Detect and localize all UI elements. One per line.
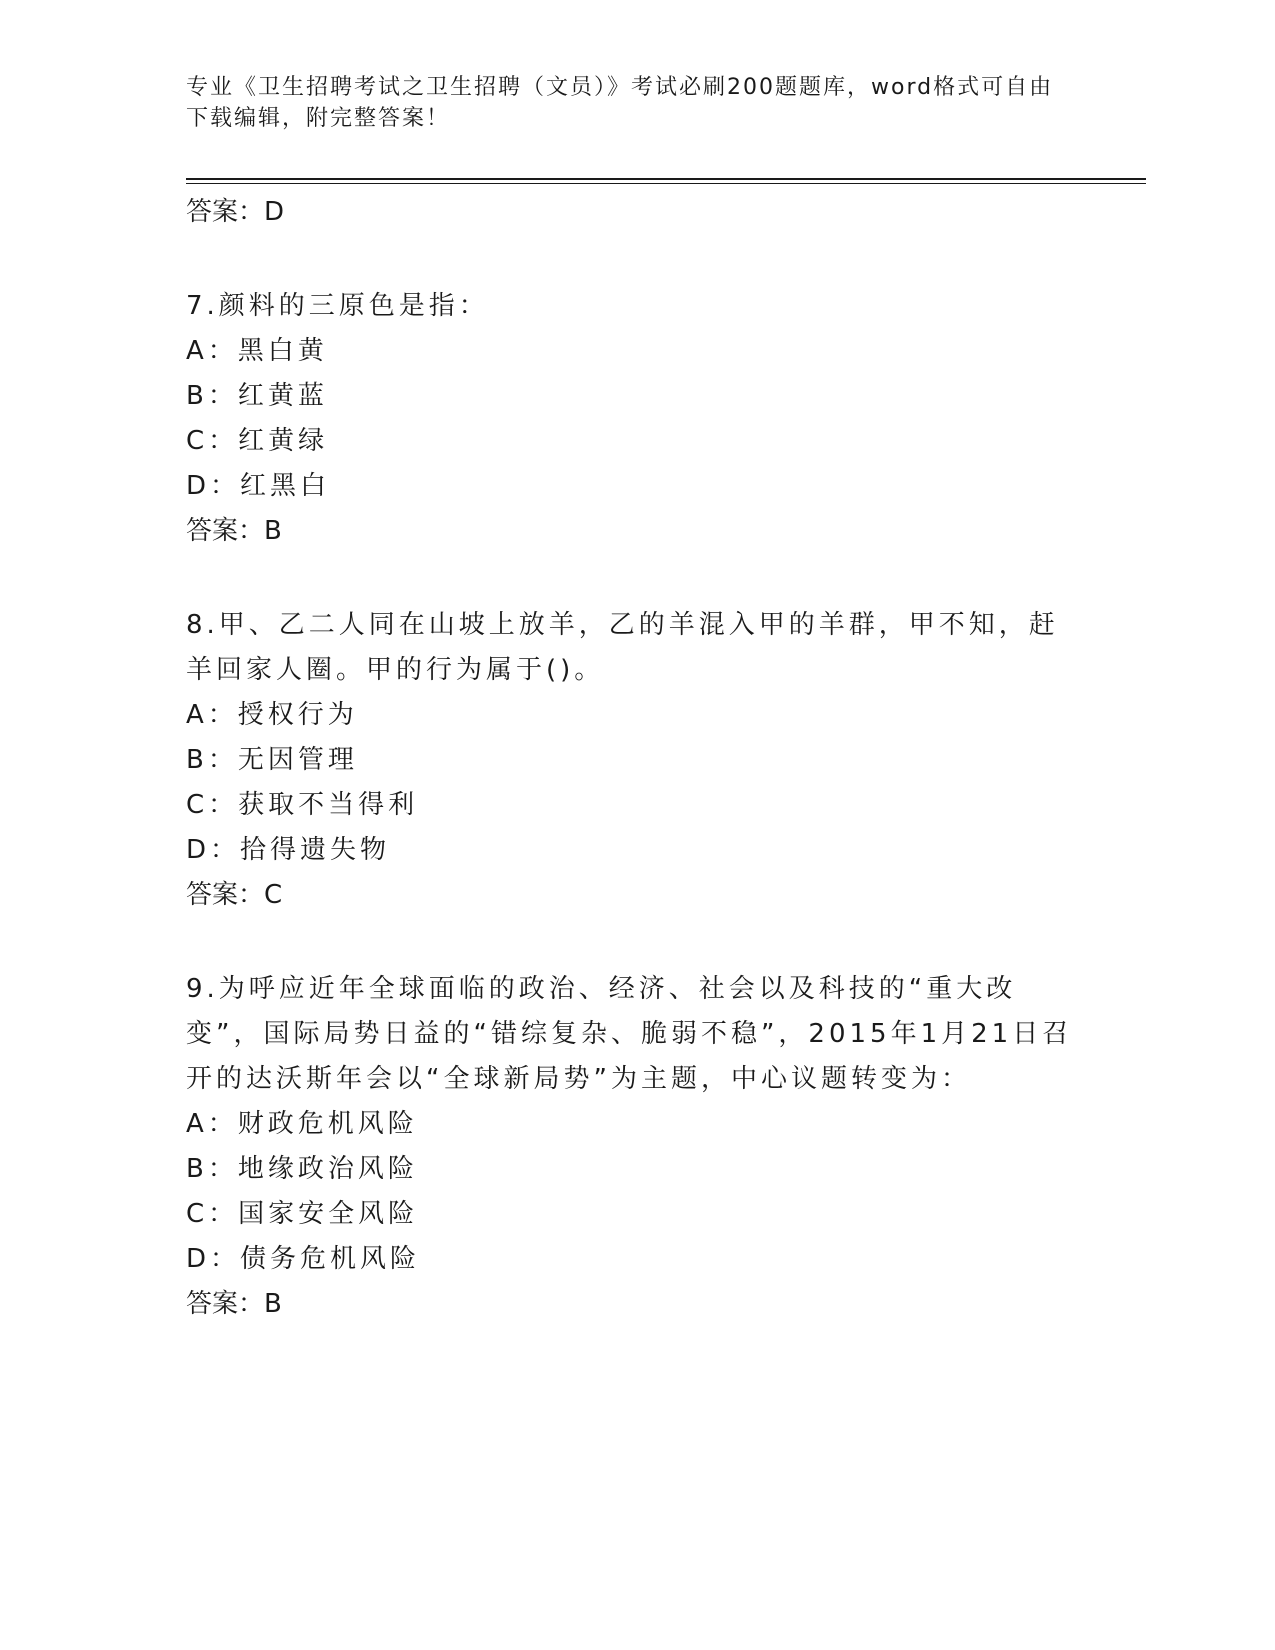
page-header: 专业《卫生招聘考试之卫生招聘（文员）》考试必刷200题题库，word格式可自由下载编辑，附完整答案！	[186, 75, 1054, 131]
question-stem: 7.颜料的三原色是指：	[186, 291, 489, 321]
answer-line: 答案：B	[186, 516, 282, 546]
question-stem: 8.甲、乙二人同在山坡上放羊，乙的羊混入甲的羊群，甲不知，赶羊回家人圈。甲的行为属于()。	[186, 610, 1059, 685]
option-b: B：红黄蓝	[186, 381, 328, 411]
header-divider-thin	[186, 183, 1146, 184]
option-d: D：红黑白	[186, 471, 331, 501]
option-c: C：获取不当得利	[186, 790, 419, 820]
answer-line: 答案：C	[186, 880, 283, 910]
option-a: A：授权行为	[186, 700, 358, 730]
question-9	[186, 967, 1086, 1326]
question-stem: 9.为呼应近年全球面临的政治、经济、社会以及科技的“重大改变”，国际局势日益的“错综复杂、脆弱不稳”，2015年1月21日召开的达沃斯年会以“全球新局势”为主题，中心议题转变为：	[186, 974, 1073, 1094]
question-8	[186, 603, 1086, 917]
answer-line: 答案：D	[186, 197, 285, 227]
option-b: B：无因管理	[186, 745, 358, 775]
question-7	[186, 284, 1086, 553]
option-d: D：债务危机风险	[186, 1244, 421, 1274]
option-b: B：地缘政治风险	[186, 1154, 418, 1184]
option-a: A：财政危机风险	[186, 1109, 418, 1139]
option-d: D：拾得遗失物	[186, 835, 391, 865]
option-c: C：红黄绿	[186, 426, 329, 456]
option-c: C：国家安全风险	[186, 1199, 419, 1229]
option-a: A：黑白黄	[186, 336, 328, 366]
header-divider	[186, 178, 1146, 180]
content	[186, 190, 1086, 1326]
answer-line: 答案：B	[186, 1289, 282, 1319]
